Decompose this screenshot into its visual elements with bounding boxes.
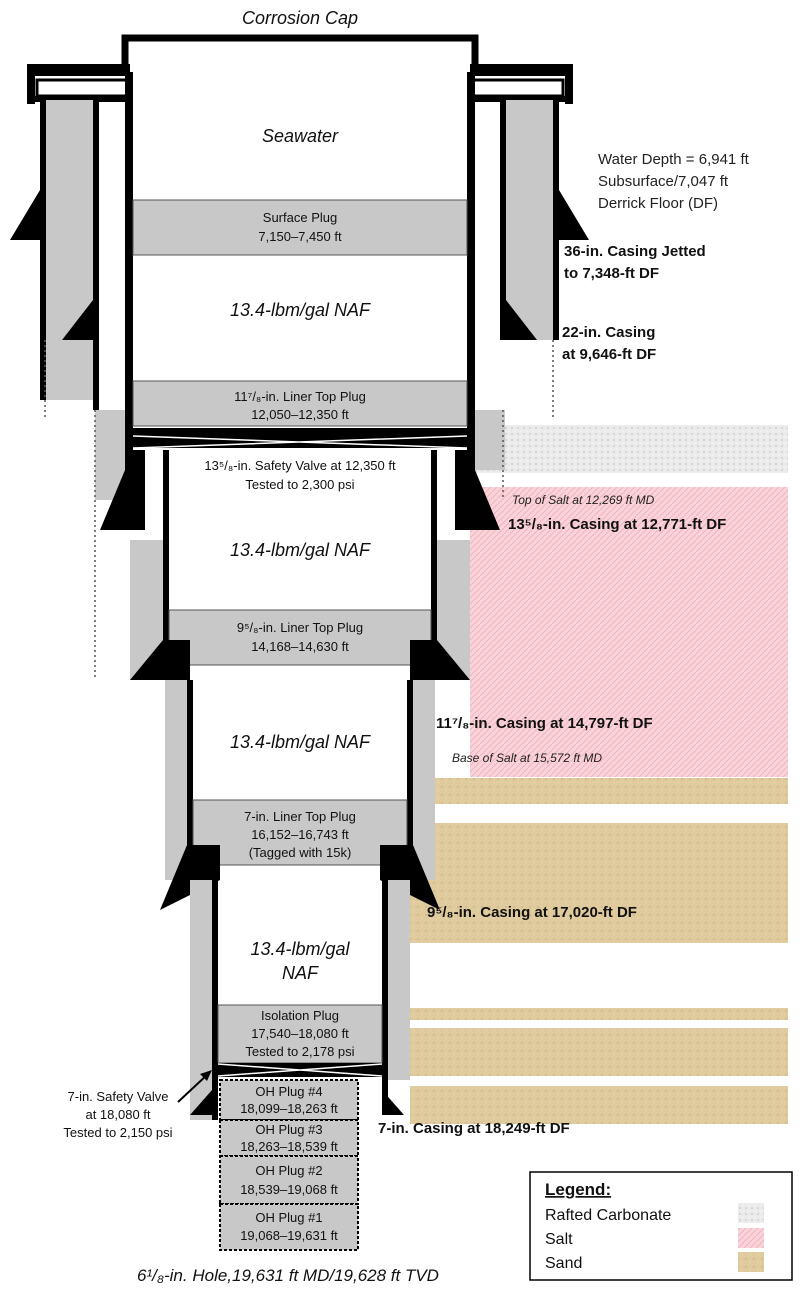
casing-22-line2: at 9,646-ft DF <box>562 346 657 363</box>
safety-valve-7-test: Tested to 2,150 psi <box>63 1125 173 1140</box>
oh-plug-3-title: OH Plug #3 <box>255 1122 323 1137</box>
surface-plug-depth: 7,150–7,450 ft <box>258 229 342 244</box>
casing-36-line2: to 7,348-ft DF <box>564 265 660 282</box>
casing-9-label: 9⁵/₈-in. Casing at 17,020-ft DF <box>427 904 637 921</box>
oh-plug-4-depth: 18,099–18,263 ft <box>240 1101 338 1116</box>
casing-13-label: 13⁵/₈-in. Casing at 12,771-ft DF <box>508 516 727 533</box>
surface-plug-title: Surface Plug <box>262 210 338 225</box>
safety-valve-7-depth: at 18,080 ft <box>85 1107 151 1122</box>
legend-swatch-sand <box>738 1252 764 1272</box>
water-depth-line3: Derrick Floor (DF) <box>598 195 718 212</box>
liner-7-plug-depth: 16,152–16,743 ft <box>251 827 349 842</box>
naf-label-1: 13.4-lbm/gal NAF <box>229 300 371 320</box>
casing-11-7-8 <box>160 680 440 910</box>
oh-plug-1-title: OH Plug #1 <box>255 1210 323 1225</box>
oh-plug-2-title: OH Plug #2 <box>255 1163 323 1178</box>
isolation-plug-test: Tested to 2,178 psi <box>245 1044 355 1059</box>
isolation-plug-depth: 17,540–18,080 ft <box>251 1026 349 1041</box>
liner-9-plug-depth: 14,168–14,630 ft <box>251 639 349 654</box>
formation-rafted-carbonate <box>470 425 788 473</box>
hole-label: 6¹/₈-in. Hole,19,631 ft MD/19,628 ft TVD <box>137 1266 439 1285</box>
casing-36-line1: 36-in. Casing Jetted <box>564 243 706 260</box>
isolation-plug-title: Isolation Plug <box>260 1008 340 1023</box>
casing-11-label: 11⁷/₈-in. Casing at 14,797-ft DF <box>436 715 653 732</box>
water-depth-line1: Water Depth = 6,941 ft <box>598 151 749 168</box>
base-of-salt-label: Base of Salt at 15,572 ft MD <box>452 751 603 765</box>
corrosion-cap-label: Corrosion Cap <box>241 8 359 28</box>
legend-item-sand: Sand <box>545 1255 583 1272</box>
oh-plug-1-depth: 19,068–19,631 ft <box>240 1228 338 1243</box>
safety-valve-13-test: Tested to 2,300 psi <box>245 477 355 492</box>
naf-label-2: 13.4-lbm/gal NAF <box>229 540 371 560</box>
formation-sand <box>410 778 788 1124</box>
liner-11-plug-title: 11⁷/₈-in. Liner Top Plug <box>234 389 366 404</box>
water-depth-line2: Subsurface/7,047 ft <box>598 173 729 190</box>
naf-label-4a: 13.4-lbm/gal <box>250 939 350 959</box>
liner-11-plug-depth: 12,050–12,350 ft <box>251 407 349 422</box>
casing-22-line1: 22-in. Casing <box>562 324 656 341</box>
legend-swatch-salt <box>738 1228 764 1248</box>
legend-item-rafted-carbonate: Rafted Carbonate <box>545 1207 672 1224</box>
legend-item-salt: Salt <box>545 1231 573 1248</box>
oh-plug-4-title: OH Plug #4 <box>255 1084 323 1099</box>
legend-title: Legend: <box>545 1180 612 1199</box>
liner-9-plug-title: 9⁵/₈-in. Liner Top Plug <box>236 620 364 635</box>
safety-valve-7-label: 7-in. Safety Valve <box>67 1089 169 1104</box>
casing-7-label: 7-in. Casing at 18,249-ft DF <box>378 1120 570 1137</box>
oh-plug-2-depth: 18,539–19,068 ft <box>240 1182 338 1197</box>
liner-7-plug-title: 7-in. Liner Top Plug <box>244 809 356 824</box>
oh-plug-3-depth: 18,263–18,539 ft <box>240 1139 338 1154</box>
liner-7-plug-note: (Tagged with 15k) <box>248 845 352 860</box>
safety-valve-13-label: 13⁵/₈-in. Safety Valve at 12,350 ft <box>204 458 396 473</box>
naf-label-4b: NAF <box>282 963 318 983</box>
top-of-salt-label: Top of Salt at 12,269 ft MD <box>512 493 655 507</box>
legend-swatch-carbonate <box>738 1203 764 1223</box>
legend <box>530 1172 792 1280</box>
naf-label-3: 13.4-lbm/gal NAF <box>229 732 371 752</box>
seawater-label: Seawater <box>261 126 339 146</box>
